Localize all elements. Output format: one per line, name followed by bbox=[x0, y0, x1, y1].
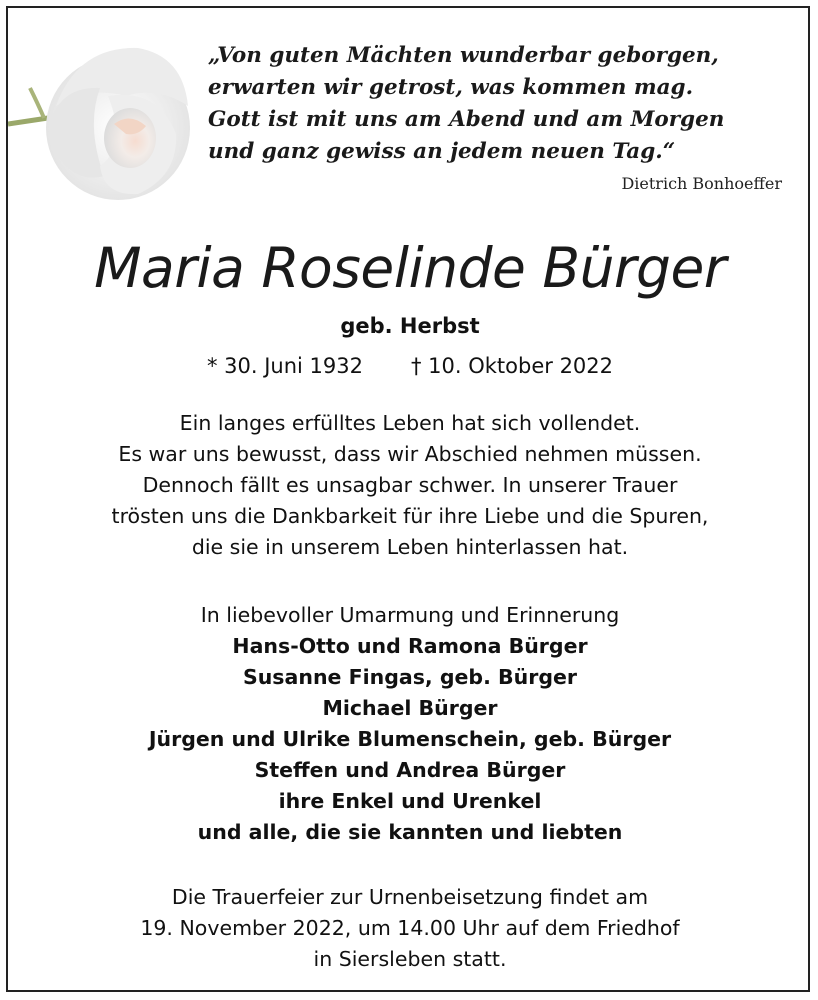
mourner-name: Susanne Fingas, geb. Bürger bbox=[242, 665, 578, 689]
mourners-list bbox=[8, 600, 812, 848]
obituary-frame bbox=[6, 6, 810, 992]
quote-line: „Von guten Mächten wunderbar geborgen, bbox=[208, 43, 719, 68]
bonhoeffer-quote bbox=[208, 40, 788, 168]
quote-line: erwarten wir getrost, was kommen mag. bbox=[208, 75, 694, 100]
funeral-line: Die Trauerfeier zur Urnenbeisetzung findet am bbox=[171, 885, 649, 909]
text-line: trösten uns die Dankbarkeit für ihre Liebe und die Spuren, bbox=[111, 504, 709, 528]
birth-date: * 30. Juni 1932 bbox=[206, 354, 363, 378]
mourner-name: Jürgen und Ulrike Blumenschein, geb. Bürger bbox=[148, 727, 672, 751]
white-rose-icon bbox=[8, 26, 198, 206]
text-line: Dennoch fällt es unsagbar schwer. In unserer Trauer bbox=[142, 473, 678, 497]
text-line: Es war uns bewusst, dass wir Abschied nehmen müssen. bbox=[118, 442, 702, 466]
mourner-name: und alle, die sie kannten und liebten bbox=[197, 820, 623, 844]
mourners-intro: In liebevoller Umarmung und Erinnerung bbox=[200, 603, 620, 627]
funeral-line: 19. November 2022, um 14.00 Uhr auf dem Friedhof bbox=[140, 916, 680, 940]
maiden-name: geb. Herbst bbox=[340, 314, 480, 338]
mourner-name: Hans-Otto und Ramona Bürger bbox=[232, 634, 588, 658]
quote-author: Dietrich Bonhoeffer bbox=[621, 174, 782, 193]
funeral-notice bbox=[8, 882, 812, 975]
death-date: † 10. Oktober 2022 bbox=[410, 354, 614, 378]
funeral-line: in Siersleben statt. bbox=[313, 947, 507, 971]
mourner-name: ihre Enkel und Urenkel bbox=[278, 789, 542, 813]
mourner-name: Michael Bürger bbox=[322, 696, 498, 720]
obituary-text bbox=[8, 408, 812, 563]
text-line: Ein langes erfülltes Leben hat sich vollendet. bbox=[179, 411, 641, 435]
life-dates bbox=[8, 350, 812, 382]
deceased-name: Maria Roselinde Bürger bbox=[94, 236, 726, 300]
mourner-name: Steffen und Andrea Bürger bbox=[254, 758, 566, 782]
quote-line: Gott ist mit uns am Abend und am Morgen bbox=[208, 107, 725, 132]
text-line: die sie in unserem Leben hinterlassen hat. bbox=[191, 535, 629, 559]
quote-line: und ganz gewiss an jedem neuen Tag.“ bbox=[208, 139, 676, 164]
